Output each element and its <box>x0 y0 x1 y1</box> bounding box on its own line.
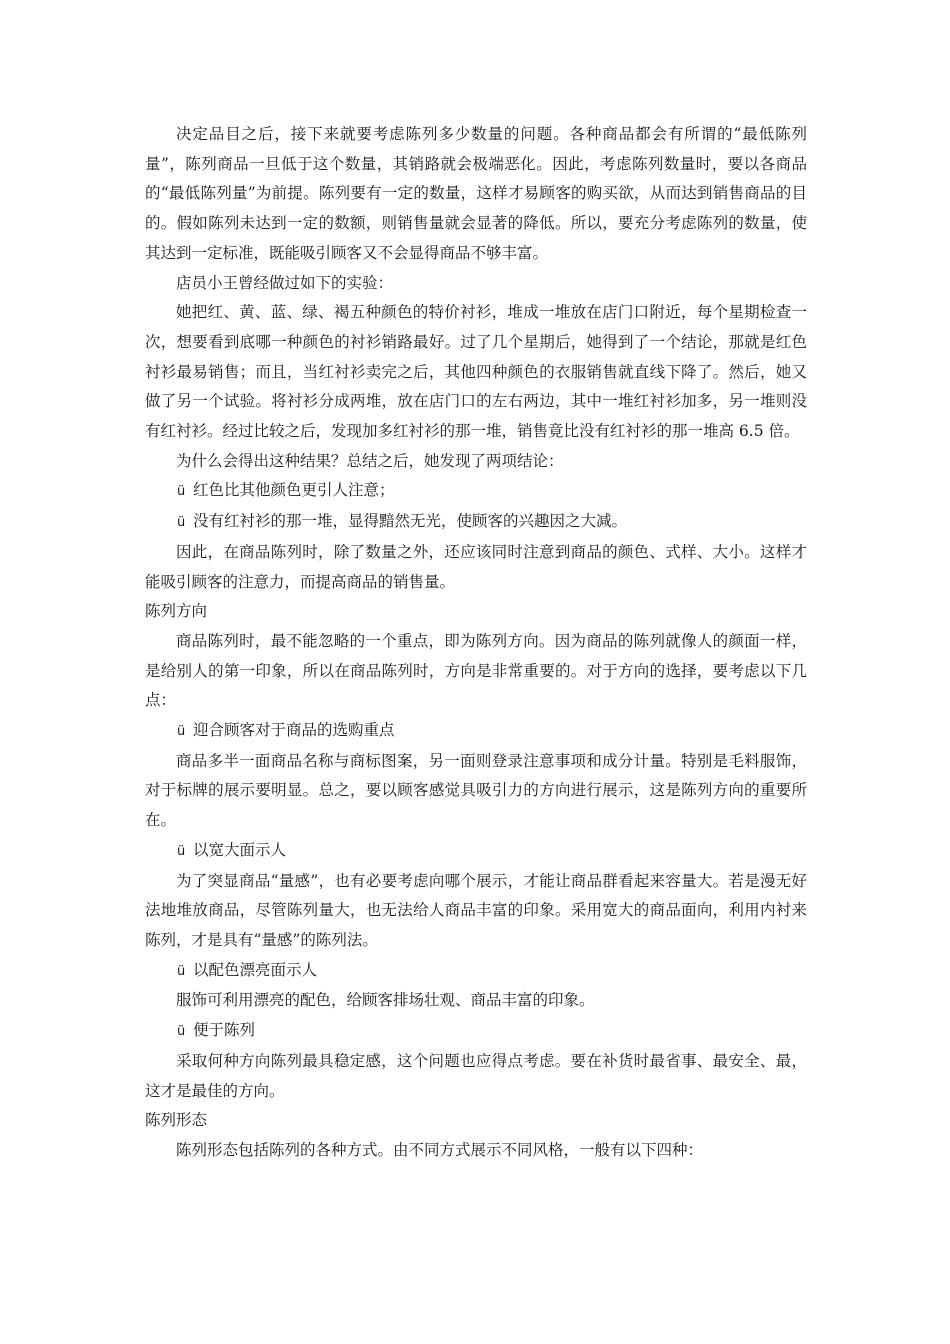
bullet-text: 便于陈列 <box>193 1021 256 1040</box>
checkmark-icon: ü <box>177 484 186 500</box>
bullet-item <box>145 1016 807 1047</box>
bullet-item <box>145 836 807 867</box>
paragraph-direction-2: 为了突显商品“量感”，也有必要考虑向哪个展示，才能让商品群看起来容量大。若是漫无好法地堆放商品，尽管陈列量大，也无法给人商品丰富的印象。采用宽大的商品面向，利用内衬来陈列，才是具有“量感”的陈列法。 <box>145 871 807 949</box>
paragraph-display-form: 陈列形态包括陈列的各种方式。由不同方式展示不同风格，一般有以下四种： <box>176 1140 704 1159</box>
checkmark-icon: ü <box>177 515 186 531</box>
bullet-text: 没有红衬衫的那一堆，显得黯然无光，使顾客的兴趣因之大减。 <box>193 512 628 531</box>
paragraph-experiment: 她把红、黄、蓝、绿、褐五种颜色的特价衬衫，堆成一堆放在店门口附近，每个星期检查一次，想要看到底哪一种颜色的衬衫销路最好。过了几个星期后，她得到了一个结论，那就是红色衬衫最易销售；而且，当红衬衫卖完之后，其他四种颜色的衣服销售就直线下降了。然后，她又做了另一个试验。将衬衫分成两堆，放在店门口的左右两边，其中一堆红衬衫加多，另一堆则没有红衬衫。经过比较之后，发现加多红衬衫的那一堆，销售竟比没有红衬衫的那一堆高 6.5 倍。 <box>145 303 807 441</box>
section-heading-display-form: 陈列形态 <box>145 1111 208 1130</box>
paragraph-display-quantity: 决定品目之后，接下来就要考虑陈列多少数量的问题。各种商品都会有所谓的“最低陈列量”，陈列商品一旦低于这个数量，其销路就会极端恶化。因此，考虑陈列数量时，要以各商品的“最低陈列量”为前提。陈列要有一定的数量，这样才易顾客的购买欲，从而达到销售商品的目的。假如陈列未达到一定的数额，则销售量就会显著的降低。所以，要充分考虑陈列的数量，使其达到一定标准，既能吸引顾客又不会显得商品不够丰富。 <box>145 125 807 262</box>
bullet-item <box>145 956 807 987</box>
bullet-item <box>145 507 807 538</box>
bullet-item <box>145 716 807 747</box>
bullet-text: 以宽大面示人 <box>193 840 287 859</box>
paragraph-summary: 因此，在商品陈列时，除了数量之外，还应该同时注意到商品的颜色、式样、大小。这样才能吸引顾客的注意力，而提高商品的销售量。 <box>145 542 807 591</box>
document-body <box>145 120 807 1166</box>
bullet-item <box>145 476 807 507</box>
paragraph-experiment-intro: 店员小王曾经做过如下的实验： <box>176 273 394 292</box>
checkmark-icon: ü <box>177 1024 186 1040</box>
paragraph-conclusion-intro: 为什么会得出这种结果？总结之后，她发现了两项结论： <box>176 451 564 470</box>
paragraph-direction-3: 服饰可利用漂亮的配色，给顾客排场壮观、商品丰富的印象。 <box>176 991 595 1010</box>
bullet-text: 迎合顾客对于商品的选购重点 <box>193 721 395 740</box>
checkmark-icon: ü <box>177 724 186 740</box>
bullet-text: 以配色漂亮面示人 <box>193 960 318 979</box>
checkmark-icon: ü <box>177 963 186 979</box>
paragraph-direction-4: 采取何种方向陈列最具稳定感，这个问题也应得点考虑。要在补货时最省事、最安全、最，这才是最佳的方向。 <box>145 1051 807 1100</box>
bullet-text: 红色比其他颜色更引人注意； <box>193 481 395 500</box>
checkmark-icon: ü <box>177 843 186 859</box>
section-heading-display-direction: 陈列方向 <box>145 602 208 621</box>
paragraph-direction-1: 商品多半一面商品名称与商标图案，另一面则登录注意事项和成分计量。特别是毛料服饰，对于标牌的展示要明显。总之，要以顾客感觉具吸引力的方向进行展示，这是陈列方向的重要所在。 <box>145 751 807 830</box>
paragraph-direction-intro: 商品陈列时，最不能忽略的一个重点，即为陈列方向。因为商品的陈列就像人的颜面一样，是给别人的第一印象，所以在商品陈列时，方向是非常重要的。对于方向的选择，要考虑以下几点： <box>145 631 807 710</box>
